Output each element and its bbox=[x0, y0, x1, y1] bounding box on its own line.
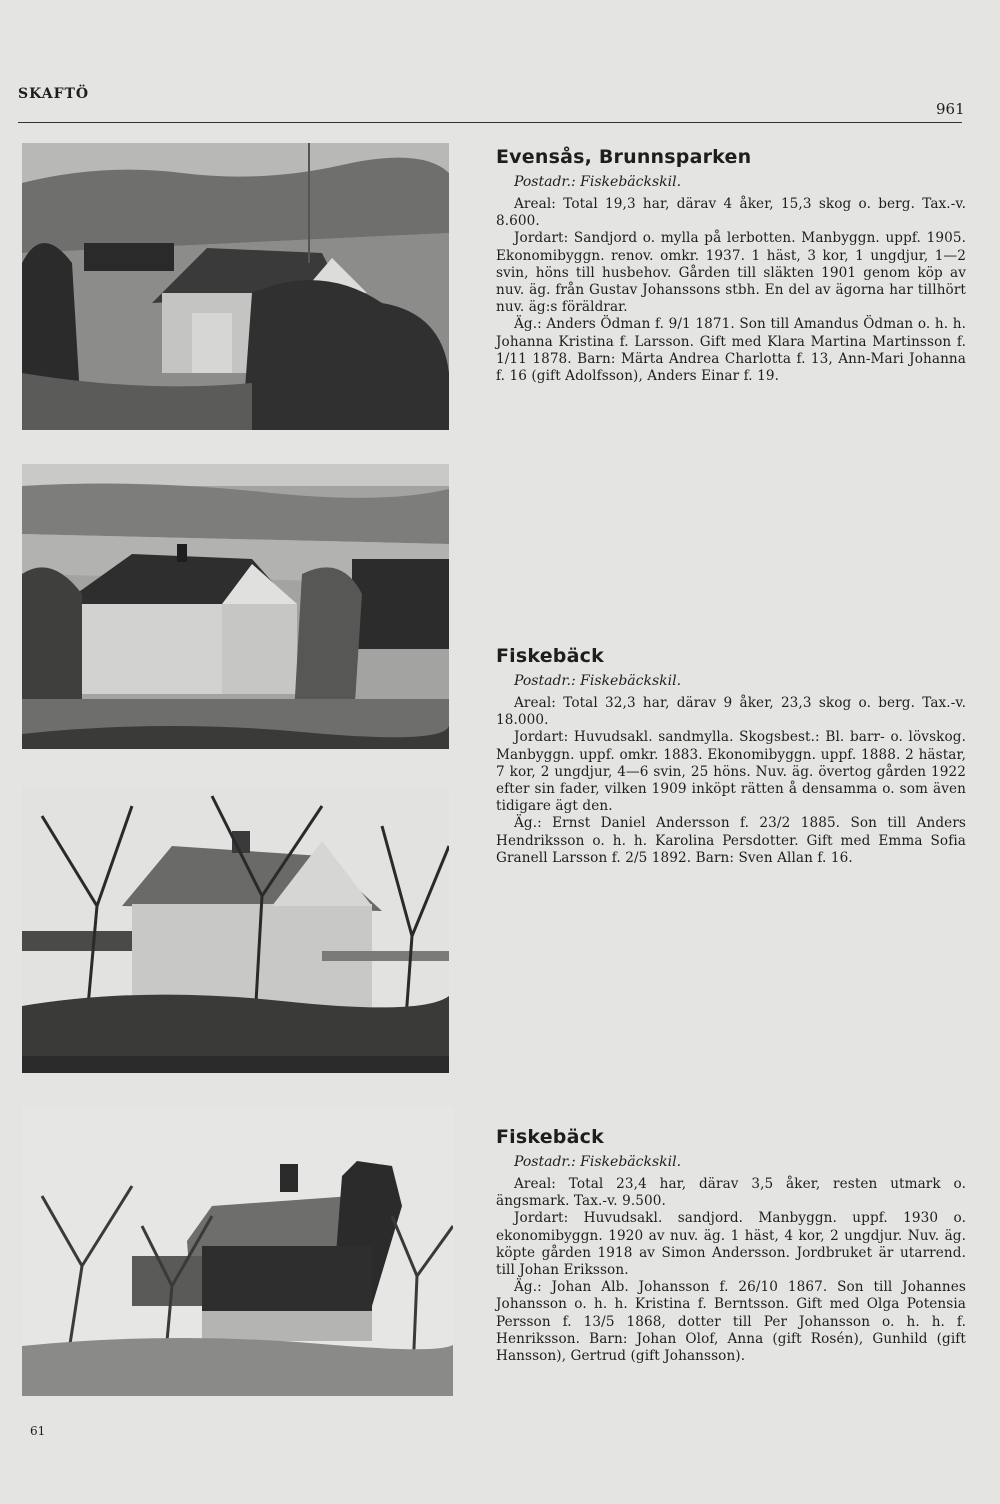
page-number: 961 bbox=[936, 100, 965, 118]
entry-postal-address: Postadr.: Fiskebäckskil. bbox=[514, 673, 682, 689]
entry-soil-paragraph: Jordart: Huvudsakl. sandmylla. Skogsbest.: Bl. barr- o. lövskog. Manbyggn. uppf. omkr. 1883. Ekonomibyggn. uppf. 1888. 2 hästar, 7 kor, 2 ungdjur, 4—6 svin, 25 höns. Nuv. äg. övertog gården 1922 efter sin fader, vilken 1909 inköpt rätten å densamma o. som även tidigare ägt den. bbox=[496, 729, 966, 815]
farm-photo-fiskeback-1 bbox=[22, 464, 449, 749]
entry-owner-paragraph: Äg.: Johan Alb. Johansson f. 26/10 1867. Son till Johannes Johansson o. h. h. Kristina f. Berntsson. Gift med Olga Potensia Persson f. 13/5 1868, dotter till Per Johansson o. h. h. f. Henriksson. Barn: Johan Olof, Anna (gift Rosén), Gunhild (gift Hansson), Gertrud (gift Johansson). bbox=[496, 1279, 966, 1365]
entry-area-paragraph: Areal: Total 23,4 har, därav 3,5 åker, resten utmark o. ängsmark. Tax.-v. 9.500. bbox=[496, 1176, 966, 1210]
entry-postal-address: Postadr.: Fiskebäckskil. bbox=[514, 174, 682, 190]
entry-owner-paragraph: Äg.: Anders Ödman f. 9/1 1871. Son till Amandus Ödman o. h. h. Johanna Kristina f. Larsson. Gift med Klara Martina Martinsson f. 1/11 1878. Barn: Märta Andrea Charlotta f. 13, Ann-Mari Johanna f. 16 (gift Adolfsson), Anders Einar f. 19. bbox=[496, 316, 966, 385]
entry-owner-paragraph: Äg.: Ernst Daniel Andersson f. 23/2 1885. Son till Anders Hendriksson o. h. h. Karolina Persdotter. Gift med Emma Sofia Granell Larsson f. 2/5 1892. Barn: Sven Allan f. 16. bbox=[496, 815, 966, 866]
entry-area-paragraph: Areal: Total 32,3 har, därav 9 åker, 23,3 skog o. berg. Tax.-v. 18.000. bbox=[496, 695, 966, 729]
entry-soil-paragraph: Jordart: Huvudsakl. sandjord. Manbyggn. uppf. 1930 o. ekonomibyggn. 1920 av nuv. äg. 1 häst, 4 kor, 2 ungdjur. Nuv. äg. köpte gården 1918 av Simon Andersson. Jordbruket är utarrend. till Johan Eriksson. bbox=[496, 1210, 966, 1279]
entry-title: Evensås, Brunnsparken bbox=[496, 146, 752, 168]
farm-entry-evensas bbox=[496, 146, 966, 385]
entry-soil-paragraph: Jordart: Sandjord o. mylla på lerbotten. Manbyggn. uppf. 1905. Ekonomibyggn. renov. omkr. 1937. 1 häst, 3 kor, 1 ungdjur, 1—2 svin, höns till husbehov. Gården till släkten 1901 genom köp av nuv. äg. från Gustav Johanssons stbh. En del av ägorna har tillhört nuv. äg:s föräldrar. bbox=[496, 230, 966, 316]
folio-mark: 61 bbox=[30, 1424, 46, 1438]
farm-entry-fiskeback-1 bbox=[496, 645, 966, 867]
farm-photo-evensas bbox=[22, 143, 449, 430]
running-head: SKAFTÖ bbox=[18, 86, 90, 102]
entry-title: Fiskebäck bbox=[496, 645, 604, 667]
farm-photo-fiskeback-veranda bbox=[22, 786, 449, 1073]
entry-postal-address: Postadr.: Fiskebäckskil. bbox=[514, 1154, 682, 1170]
entry-area-paragraph: Areal: Total 19,3 har, därav 4 åker, 15,3 skog o. berg. Tax.-v. 8.600. bbox=[496, 196, 966, 230]
header-rule bbox=[18, 122, 962, 123]
farm-photo-fiskeback-gambrel bbox=[22, 1106, 453, 1396]
farm-entry-fiskeback-2 bbox=[496, 1126, 966, 1365]
entry-title: Fiskebäck bbox=[496, 1126, 604, 1148]
